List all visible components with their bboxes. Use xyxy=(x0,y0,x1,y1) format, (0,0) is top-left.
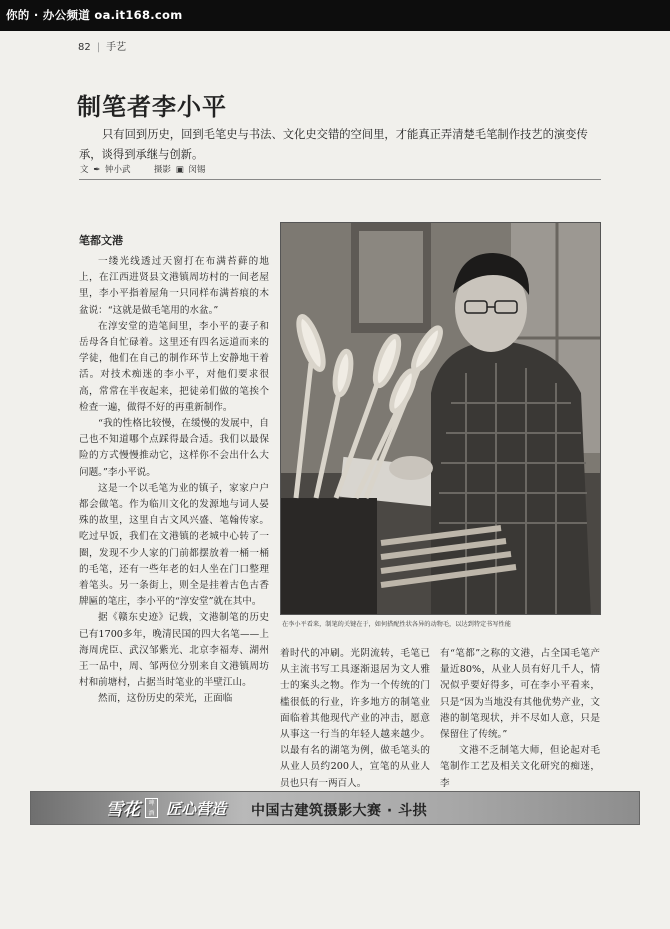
author-label: 文 xyxy=(80,165,89,175)
paragraph: 然而，这份历史的荣光，正面临 xyxy=(98,693,233,705)
author-name: 钟小武 xyxy=(105,165,131,175)
brand-logo: 雪花 xyxy=(106,800,140,820)
camera-icon: ▣ xyxy=(175,165,184,175)
header-separator: | xyxy=(96,42,101,53)
photo-label: 摄影 xyxy=(153,165,171,175)
body-column-3 xyxy=(440,646,600,792)
paragraph: 文港不乏制笔大师，但论起对毛笔制作工艺及相关文化研究的痴迷，李 xyxy=(440,745,600,789)
paragraph: 有“笔都”之称的文港，占全国毛笔产量近80%，从业人员有好几千人，情况似乎要好得多，可在李小平看来，只是“因为当地没有其他优势产业，文港的制笔现状，并不尽如人意，只是保留住了传统。” xyxy=(440,648,600,741)
paragraph: 这是一个以毛笔为业的镇子，家家户户都会做笔。作为临川文化的发源地与词人晏殊的故里，这里自古文风兴盛、笔翰传家。吃过早饭，我们在文港镇的老城中心转了一圈，发现不少人家的门前都摆放着一桶一桶的毛笔，还有一些年老的妇人坐在门口整理着笔头。另一条街上，则全是挂着古色古香牌匾的笔庄，李小平的“淳安堂”就在其中。 xyxy=(79,482,269,608)
paragraph: 在淳安堂的造笔间里，李小平的妻子和岳母各自忙碌着。这里还有四名远道而来的学徒，他们在自己的制作环节上安静地干着活。对技术痴迷的李小平，对他们要求很高，常常在半夜起来，把徒弟们做的笔挨个检查一遍，做得不好的再重新制作。 xyxy=(79,320,269,413)
paragraph: 一缕光线透过天窗打在布满苔藓的地上，在江西进贤县文港镇周坊村的一间老屋里，李小平指着屋角一只同样布满苔痕的木盆说：“这就是做毛笔用的水盆。” xyxy=(79,256,269,316)
paragraph: 着时代的冲刷。光阴流转，毛笔已从主流书写工具逐渐退居为文人雅士的案头之物。作为一个传统的门槛很低的行业，许多地方的制笔业面临着其他现代产业的冲击，愿意从事这一行当的年轻人越来越少。以最有名的湖笔为例，做毛笔头的从业人员约200人，宣笔的从业人员也只有一两百人。 xyxy=(280,648,430,789)
article-photo xyxy=(280,222,601,615)
photo-caption: 在李小平看来，制笔的关键在于，如何搭配性状各异的动物毛，以达到特定书写性能 xyxy=(282,621,511,628)
brand-tag: 啤酒 xyxy=(145,798,158,818)
section-heading: 笔都文港 xyxy=(79,234,123,247)
site-header-bar xyxy=(0,0,670,31)
banner-contest-title: 中国古建筑摄影大赛 · 斗拱 xyxy=(251,803,428,819)
banner-slogan: 匠心营造 xyxy=(166,800,227,818)
page-number: 82 xyxy=(78,42,91,53)
article-lead: 只有回到历史，回到毛笔史与书法、文化史交错的空间里，才能真正弄清楚毛笔制作技艺的演变传承，谈得到承继与创新。 xyxy=(79,128,588,161)
running-header xyxy=(78,38,126,53)
photographer-name: 闵锡 xyxy=(188,165,206,175)
byline xyxy=(80,163,207,175)
section-name: 手艺 xyxy=(106,42,127,53)
title-divider xyxy=(79,179,601,180)
advert-banner[interactable] xyxy=(30,791,640,825)
body-column-1 xyxy=(79,254,269,708)
brush-pot xyxy=(281,498,377,615)
photo-illustration xyxy=(281,223,601,615)
paragraph: 据《赣东史迹》记载，文港制笔的历史已有1700多年，晚清民国的四大名笔——上海周虎臣、武汉邹紫光、北京李福寿、湖州王一品中，周、邹两位分别来自文港镇周坊村和前塘村，占据当时笔业的半壁江山。 xyxy=(79,612,269,689)
site-header-text: 你的 · 办公频道 oa.it168.com xyxy=(6,8,183,22)
person-hand xyxy=(389,456,433,480)
paragraph: “我的性格比较慢，在缓慢的发展中，自己也不知道哪个点踩得最合适。我们以最保险的方式慢慢推动它，这样你不会出什么大问题。”李小平说。 xyxy=(79,418,269,478)
pen-icon: ✒ xyxy=(93,165,101,175)
article-title: 制笔者李小平 xyxy=(77,93,227,121)
body-column-2 xyxy=(280,646,430,792)
